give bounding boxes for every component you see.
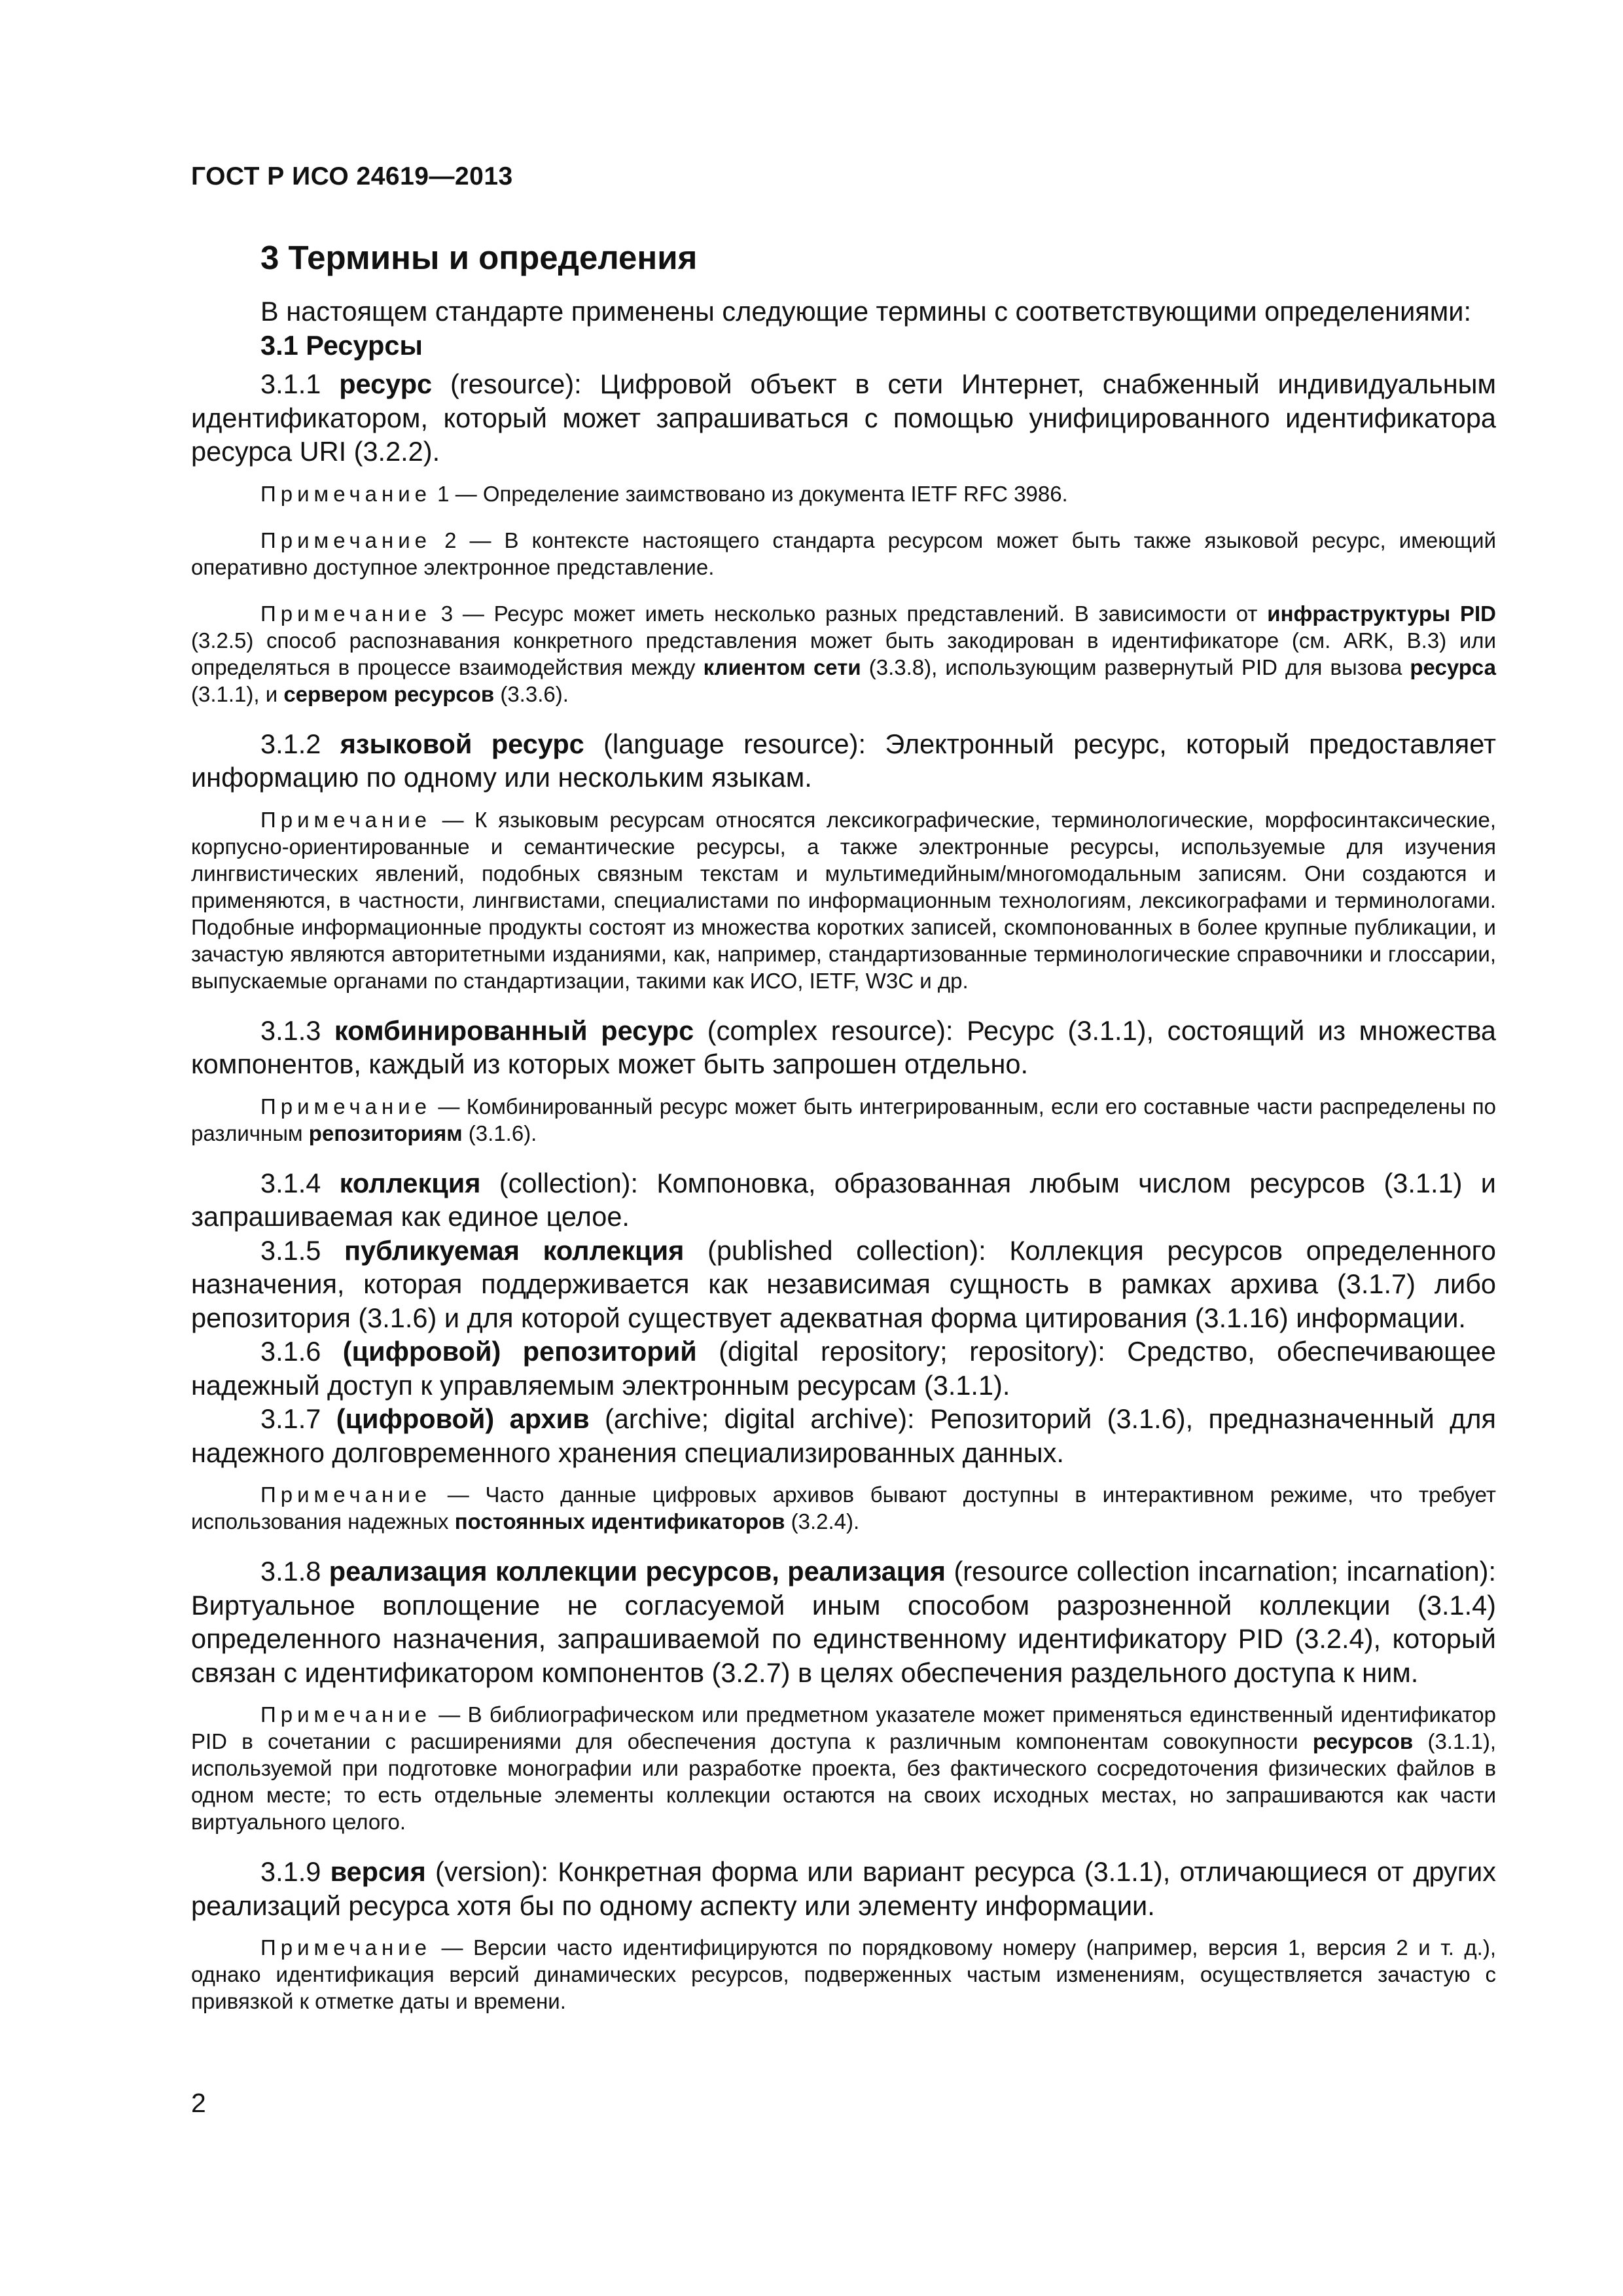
subsection-title: 3.1 Ресурсы <box>260 329 423 361</box>
section-title: 3 Термины и определения <box>260 239 698 276</box>
term-name: (цифровой) архив <box>336 1403 590 1434</box>
note-3-1-8: Примечание — В библиографическом или предметном указателе может применяться единственный идентификатор PID в сочетании с расширениями для обеспечения доступа к различным компонентам совокупности ресурсов (3.1.1), используемой при подготовке монографии или разработке проекта, без фактического сосредоточения физических файлов в одном месте; то есть отдельные элементы коллекции остаются на своих исходных местах, но запрашиваются как части виртуального целого. <box>191 1702 1496 1834</box>
document-body <box>191 295 1496 2034</box>
term-3-1-2: 3.1.2 языковой ресурс (language resource): Электронный ресурс, который предоставляет информацию по одному или нескольким языкам. <box>191 728 1496 793</box>
note-3-1-7: Примечание — Часто данные цифровых архивов бывают доступны в интерактивном режиме, что требует использования надежных постоянных идентификаторов (3.2.4). <box>191 1482 1496 1534</box>
intro-paragraph: В настоящем стандарте применены следующие термины с соответствующими определениями: <box>260 296 1471 327</box>
term-name: языковой ресурс <box>340 728 584 759</box>
term-3-1-4: 3.1.4 коллекция (collection): Компоновка, образованная любым числом ресурсов (3.1.1) и запрашиваемая как единое целое. <box>191 1167 1496 1232</box>
note-3-1-1-1: Примечание 1 — Определение заимствовано из документа IETF RFC 3986. <box>260 481 1068 506</box>
term-3-1-5: 3.1.5 публикуемая коллекция (published collection): Коллекция ресурсов определенного назначения, которая поддерживается как независимая сущность в рамках архива (3.1.7) либо репозитория (3.1.6) и для которой существует адекватная форма цитирования (3.1.16) информации. <box>191 1234 1496 1333</box>
term-3-1-8: 3.1.8 реализация коллекции ресурсов, реализация (resource collection incarnation; incarnation): Виртуальное воплощение не согласуемой иным способом разрозненной коллекции (3.1.4) определенного назначения, запрашиваемой по единственному идентификатору PID (3.2.4), который связан с идентификатором компонентов (3.2.7) в целях обеспечения раздельного доступа к ним. <box>191 1556 1496 1688</box>
term-name: комбинированный ресурс <box>334 1014 694 1046</box>
term-name: коллекция <box>339 1167 481 1198</box>
term-name: публикуемая коллекция <box>344 1234 685 1266</box>
term-3-1-3: 3.1.3 комбинированный ресурс (complex resource): Ресурс (3.1.1), состоящий из множества компонентов, каждый из которых может быть запрошен отдельно. <box>191 1014 1496 1079</box>
term-3-1-6: 3.1.6 (цифровой) репозиторий (digital repository; repository): Средство, обеспечивающее надежный доступ к управляемым электронным ресурсам (3.1.1). <box>191 1336 1496 1401</box>
note-3-1-2: Примечание — К языковым ресурсам относятся лексикографические, терминологические, морфосинтаксические, корпусно-ориентированные и семантические ресурсы, а также электронные ресурсы, используемые для изучения лингвистических явлений, подобных связным текстам и мультимедийным/многомодальным записям. Они создаются и применяются, в частности, лингвистами, специалистами по информационным технологиям, лексикографами и терминологами. Подобные информационные продукты состоят из множества коротких записей, скомпонованных в более крупные публикации, и зачастую являются авторитетными изданиями, как, например, стандартизованные терминологические справочники и глоссарии, выпускаемые органами по стандартизации, такими как ИСО, IETF, W3C и др. <box>191 807 1496 993</box>
term-name: (цифровой) репозиторий <box>342 1336 697 1367</box>
term-3-1-1: 3.1.1 ресурс (resource): Цифровой объект в сети Интернет, снабженный индивидуальным идентификатором, который может запрашиваться с помощью унифицированного идентификатора ресурса URI (3.2.2). <box>191 368 1496 467</box>
note-3-1-1-3: Примечание 3 — Ресурс может иметь несколько разных представлений. В зависимости от инфраструктуры PID (3.2.5) способ распознавания конкретного представления может быть закодирован в идентификаторе (см. ARK, B.3) или определяться в процессе взаимодействия между клиентом сети (3.3.8), использующим развернутый PID для вызова ресурса (3.1.1), и сервером ресурсов (3.3.6). <box>191 601 1497 706</box>
document-code-header: ГОСТ Р ИСО 24619—2013 <box>191 162 513 190</box>
term-3-1-9: 3.1.9 версия (version): Конкретная форма или вариант ресурса (3.1.1), отличающиеся от других реализаций ресурса хотя бы по одному аспекту или элементу информации. <box>191 1856 1496 1921</box>
term-name: версия <box>330 1856 426 1887</box>
term-name: ресурс <box>339 368 433 399</box>
note-3-1-1-2: Примечание 2 — В контексте настоящего стандарта ресурсом может быть также языковой ресурс, имеющий оперативно доступное электронное представление. <box>191 528 1496 579</box>
page-number: 2 <box>191 2088 206 2118</box>
note-3-1-9: Примечание — Версии часто идентифицируются по порядковому номеру (например, версия 1, версия 2 и т. д.), однако идентификация версий динамических ресурсов, подверженных частым изменениям, осуществляется зачастую с привязкой к отметке даты и времени. <box>191 1935 1496 2013</box>
term-name: реализация коллекции ресурсов, реализация <box>329 1556 946 1587</box>
note-3-1-3: Примечание — Комбинированный ресурс может быть интегрированным, если его составные части распределены по различным репозиториям (3.1.6). <box>191 1094 1496 1145</box>
term-3-1-7: 3.1.7 (цифровой) архив (archive; digital archive): Репозиторий (3.1.6), предназначенный для надежного долговременного хранения специализированных данных. <box>191 1403 1496 1468</box>
